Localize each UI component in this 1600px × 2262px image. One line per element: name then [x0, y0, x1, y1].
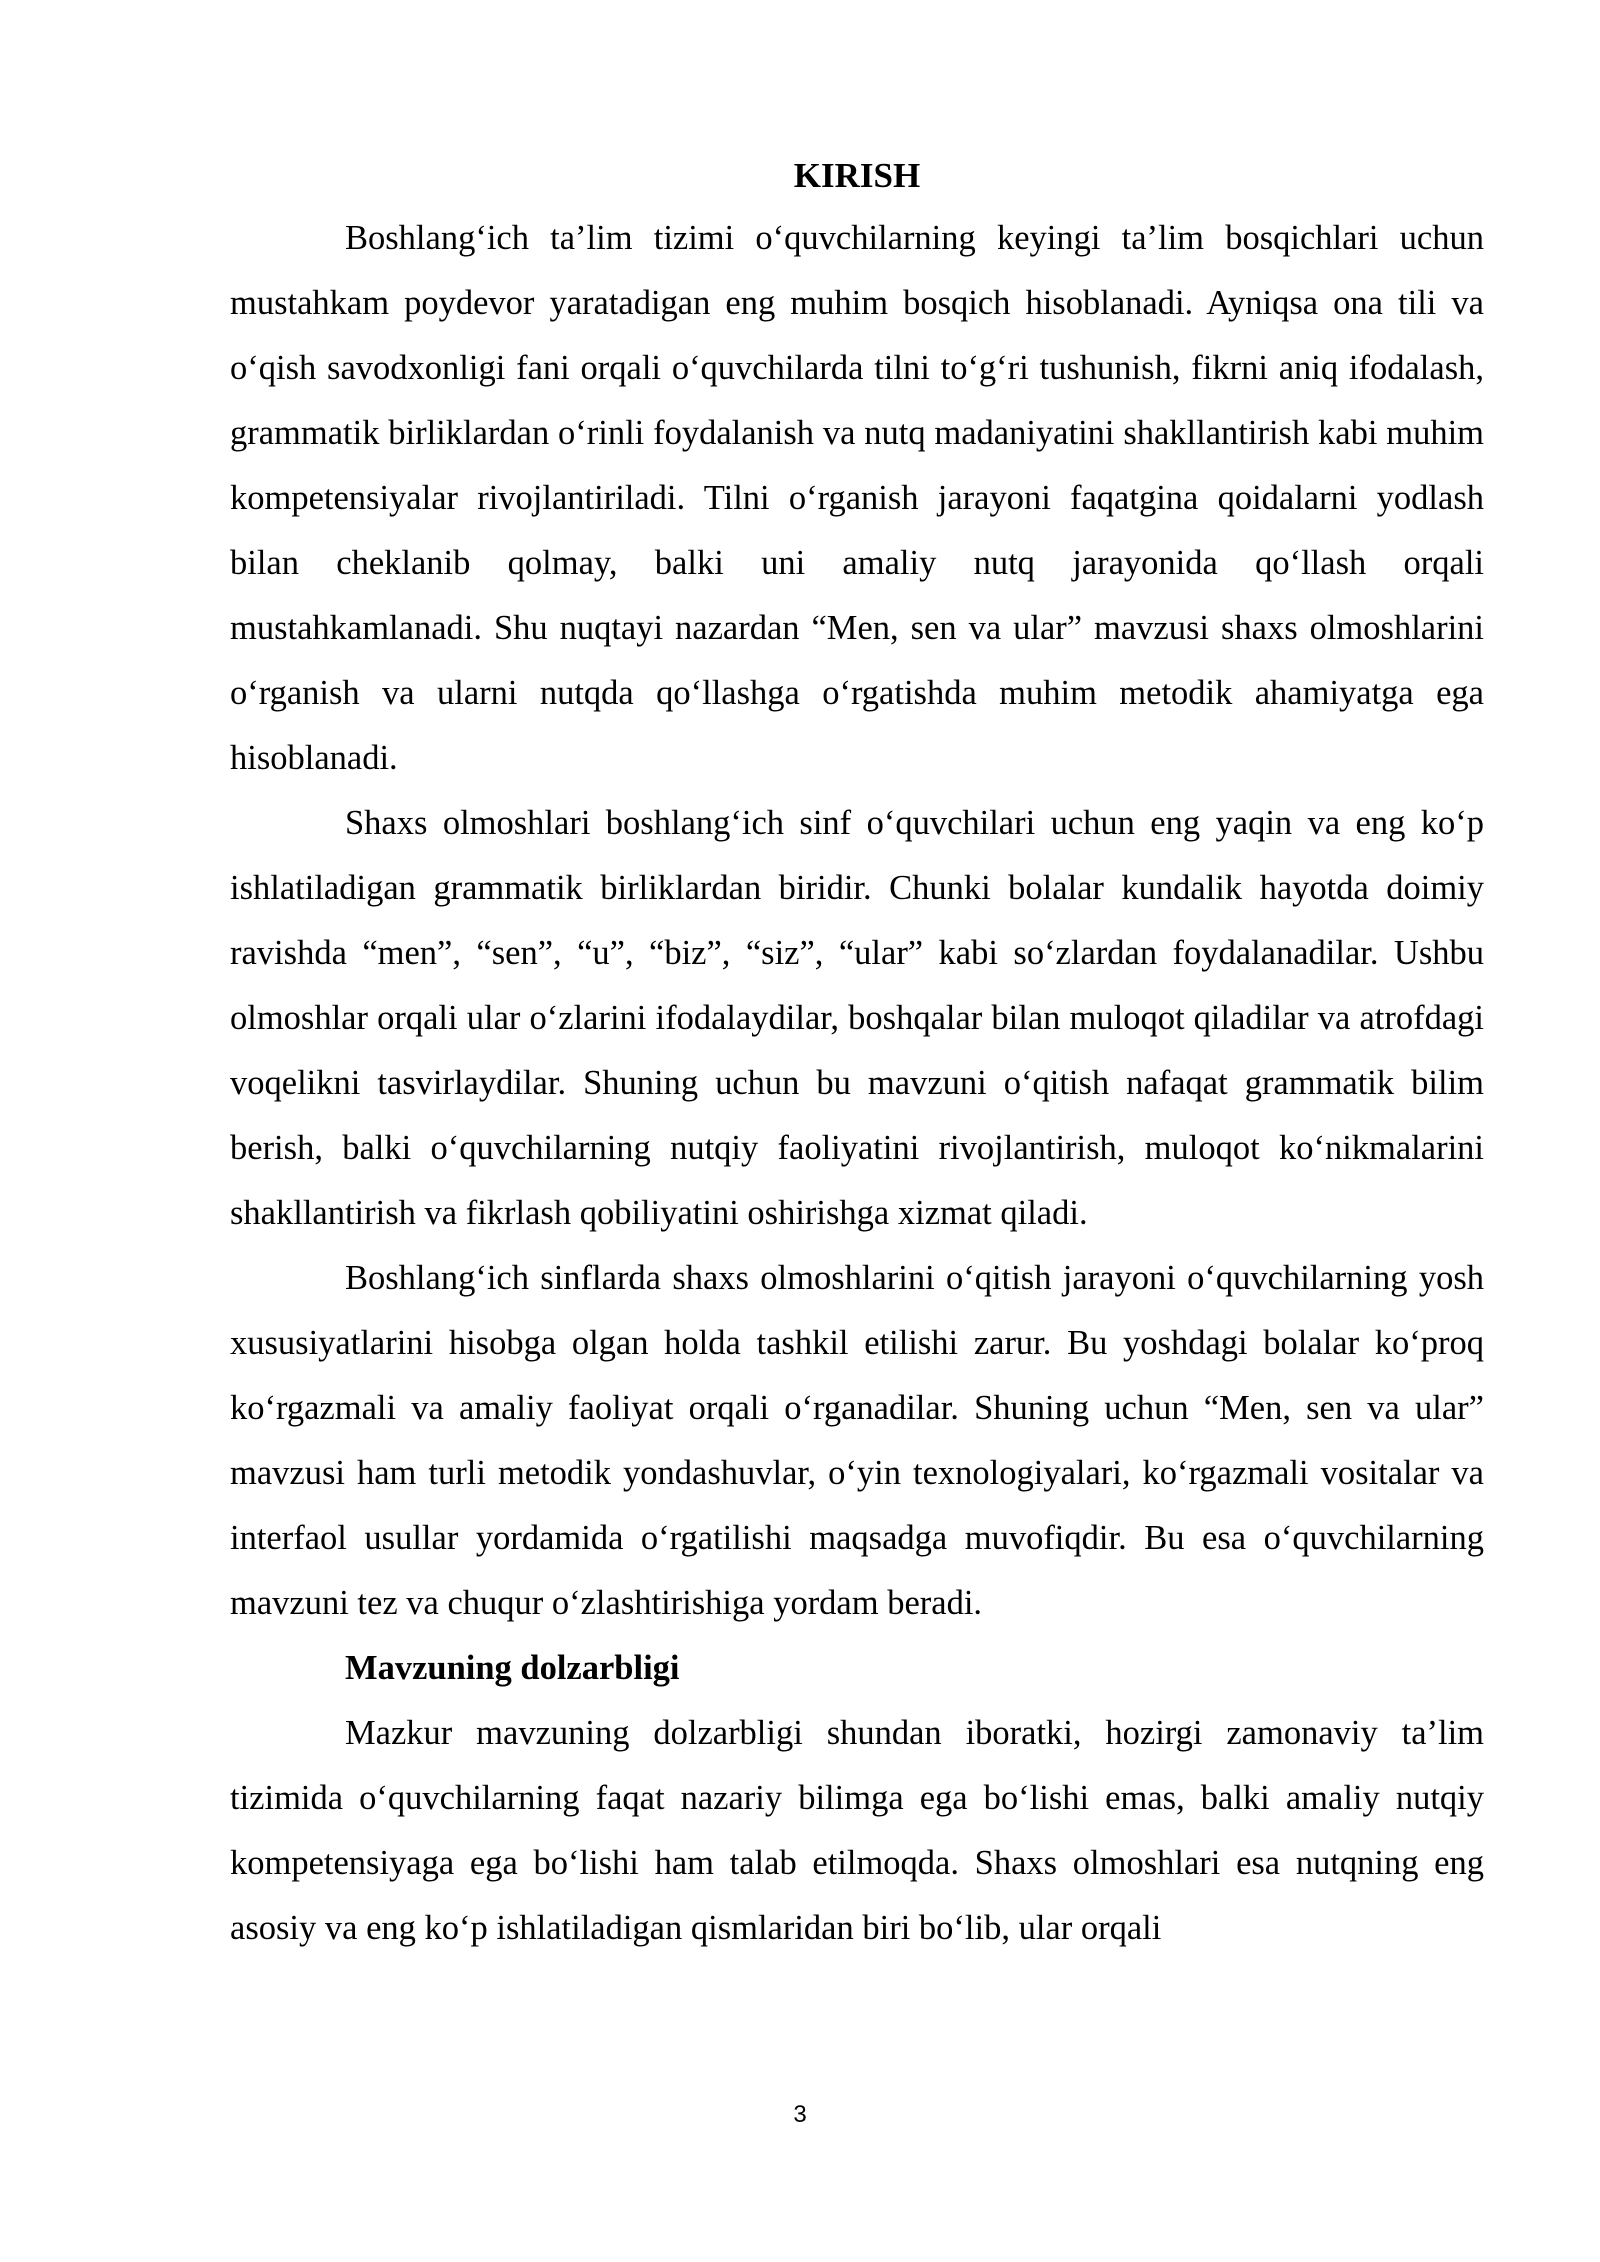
paragraph-4: Mazkur mavzuning dolzarbligi shundan iboratki, hozirgi zamonaviy ta’lim tizimida o‘quvchilarning faqat nazariy bilimga ega bo‘lishi emas, balki amaliy nutqiy kompetensiyaga ega bo‘lishi ham talab etilmoqda. Shaxs olmoshlari esa nutqning eng asosiy va eng ko‘p ishlatiladigan qismlaridan biri bo‘lib, ular orqali	[230, 1714, 1484, 1947]
paragraph-3: Boshlang‘ich sinflarda shaxs olmoshlarini o‘qitish jarayoni o‘quvchilarning yosh xususiyatlarini hisobga olgan holda tashkil etilishi zarur. Bu yoshdagi bolalar ko‘proq ko‘rgazmali va amaliy faoliyat orqali o‘rganadilar. Shuning uchun “Men, sen va ular” mavzusi ham turli metodik yondashuvlar, o‘yin texnologiyalari, ko‘rgazmali vositalar va interfaol usullar yordamida o‘rgatilishi maqsadga muvofiqdir. Bu esa o‘quvchilarning mavzuni tez va chuqur o‘zlashtirishiga yordam beradi.	[230, 1259, 1484, 1622]
page-number: 3	[793, 2101, 807, 2128]
paragraph-2: Shaxs olmoshlari boshlang‘ich sinf o‘quvchilari uchun eng yaqin va eng ko‘p ishlatiladigan grammatik birliklardan biridir. Chunki bolalar kundalik hayotda doimiy ravishda “men”, “sen”, “u”, “biz”, “siz”, “ular” kabi so‘zlardan foydalanadilar. Ushbu olmoshlar orqali ular o‘zlarini ifodalaydilar, boshqalar bilan muloqot qiladilar va atrofdagi voqelikni tasvirlaydilar. Shuning uchun bu mavzuni o‘qitish nafaqat grammatik bilim berish, balki o‘quvchilarning nutqiy faoliyatini rivojlantirish, muloqot ko‘nikmalarini shakllantirish va fikrlash qobiliyatini oshirishga xizmat qiladi.	[230, 804, 1484, 1232]
paragraph-1: Boshlang‘ich ta’lim tizimi o‘quvchilarning keyingi ta’lim bosqichlari uchun mustahkam poydevor yaratadigan eng muhim bosqich hisoblanadi. Ayniqsa ona tili va o‘qish savodxonligi fani orqali o‘quvchilarda tilni to‘g‘ri tushunish, fikrni aniq ifodalash, grammatik birliklardan o‘rinli foydalanish va nutq madaniyatini shakllantirish kabi muhim kompetensiyalar rivojlantiriladi. Tilni o‘rganish jarayoni faqatgina qoidalarni yodlash bilan cheklanib qolmay, balki uni amaliy nutq jarayonida qo‘llash orqali mustahkamlanadi. Shu nuqtayi nazardan “Men, sen va ular” mavzusi shaxs olmoshlarini o‘rganish va ularni nutqda qo‘llashga o‘rgatishda muhim metodik ahamiyatga ega hisoblanadi.	[230, 219, 1484, 777]
subsection-title: Mavzuning dolzarbligi	[345, 1649, 680, 1687]
page-body	[230, 146, 1484, 1961]
section-title: KIRISH	[793, 156, 921, 195]
